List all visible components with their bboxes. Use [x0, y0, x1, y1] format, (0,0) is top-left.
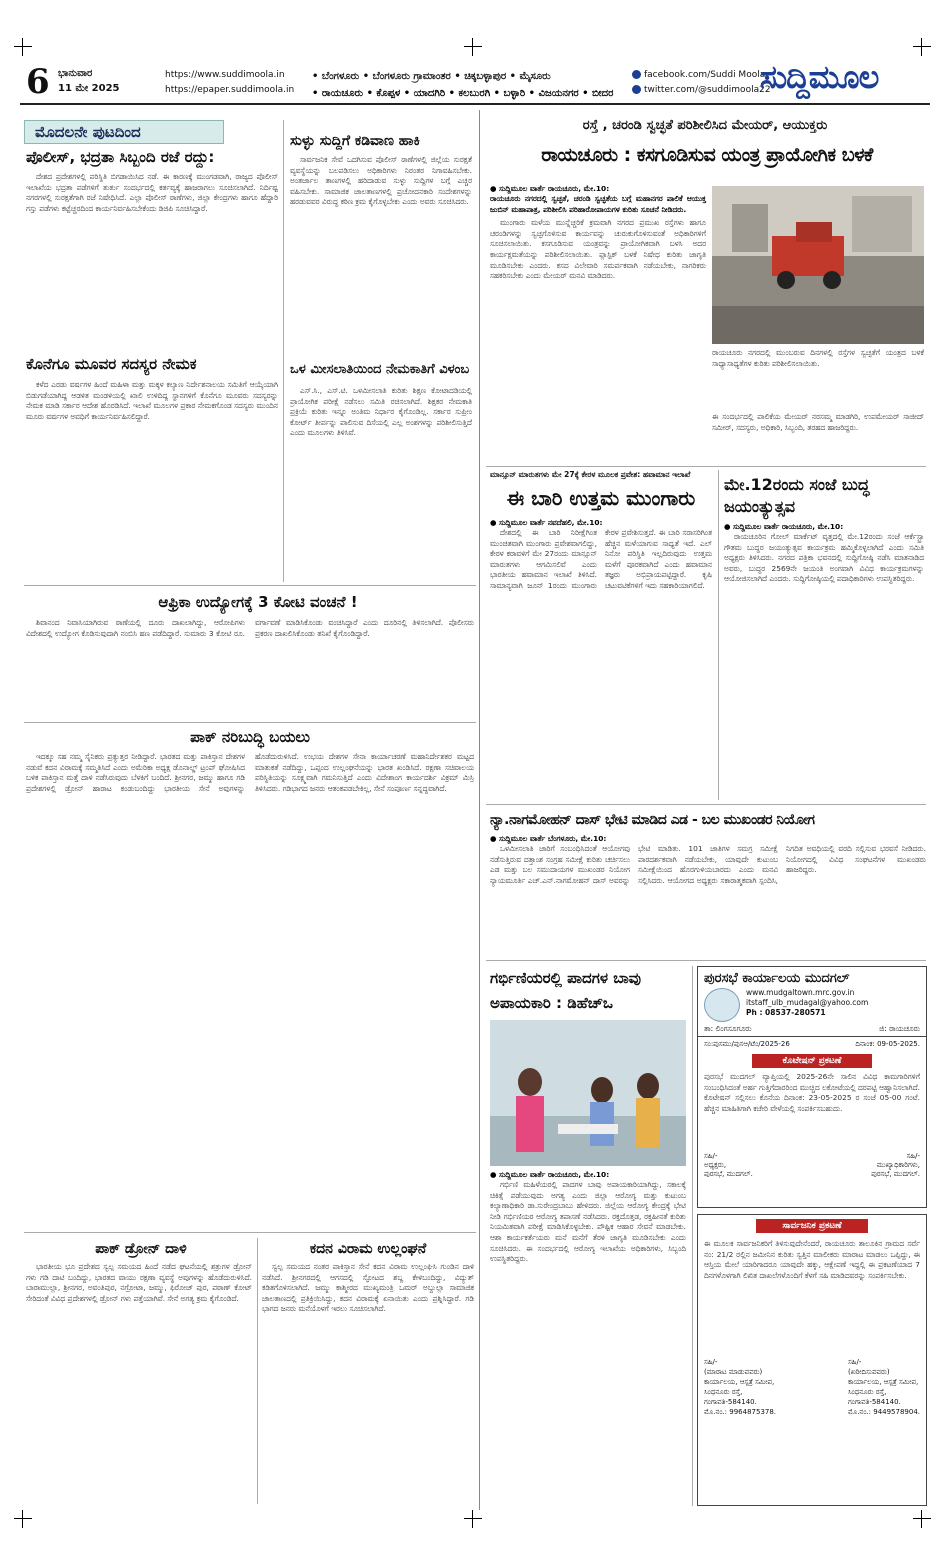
- tender-signature-left: ಸಹಿ/- ಅಧ್ಯಕ್ಷರು, ಪುರಸಭೆ, ಮುದಗಲ್.: [704, 1152, 753, 1178]
- article-pak-drone: ಭಾರತೀಯ ಭೂ ಪ್ರದೇಶದ ಸ್ವಲ್ಪ ಸಮಯದ ಹಿಂದೆ ನಡೆದ ಘಟನೆಯಲ್ಲಿ ಶತ್ರುಗಳ ಡ್ರೋನ್ ಗಳು ಗಡಿ ದಾಟಿ ಬಂದಿದ್ದು, ಭಾರತದ ವಾಯು ರಕ್ಷಣಾ ವ್ಯವಸ್ಥೆ ಅವುಗಳನ್ನು ಹೊಡೆದುರುಳಿಸಿದೆ. ಬಾರಾಮುಲ್ಲಾ, ಶ್ರೀನಗರ, ಅವಂತಿಪುರ, ನಗ್ರೋಟಾ, ಜಮ್ಮು, ಫಿರೋಜ್ ಪುರ, ಪಠಾಣ್ ಕೋಟ್ ಸೇರಿದಂತೆ ವಿವಿಧ ಪ್ರದೇಶಗಳಲ್ಲಿ ಡ್ರೋನ್ ಗಳು ಪತ್ತೆಯಾಗಿವೆ. ಸೇನೆ ಅಗತ್ಯ ಕ್ರಮ ಕೈಗೊಂಡಿದೆ.: [26, 1262, 252, 1303]
- article-body: ರಾಯಚೂರಿನ ಗೋಲ್ ಮಾರ್ಕೆಟ್ ವೃತ್ತದಲ್ಲಿ ಮೇ.12ರಂದು ಸಂಜೆ ಆರ್ಕೆಸ್ಟ್ರಾ ಗೌತಮ ಬುದ್ಧರ ಜಯಂತ್ಯುತ್ಸವ ಕಾರ್ಯಕ್ರಮ ಹಮ್ಮಿಕೊಳ್ಳಲಾಗಿದೆ ಎಂದು ಸಮಿತಿ ಅಧ್ಯಕ್ಷರು ತಿಳಿಸಿದರು. ನಗರದ ಪತ್ರಿಕಾ ಭವನದಲ್ಲಿ ಸುದ್ದಿಗೋಷ್ಠಿ ನಡೆಸಿ ಮಾತನಾಡಿದ ಅವರು, ಬುದ್ಧರ 2569ನೇ ಜಯಂತಿ ಅಂಗವಾಗಿ ವಿವಿಧ ಕಾರ್ಯಕ್ರಮಗಳನ್ನು ಆಯೋಜಿಸಲಾಗಿದೆ ಎಂದರು. ಸುದ್ದಿಗೋಷ್ಠಿಯಲ್ಲಿ ಪದಾಧಿಕಾರಿಗಳು ಉಪಸ್ಥಿತರಿದ್ದರು.: [724, 532, 924, 584]
- article-konegu: ಕಳೆದ ಎರಡು ವರ್ಷಗಳ ಹಿಂದೆ ಮಹಿಳಾ ಮತ್ತು ಮಕ್ಕಳ ಕಲ್ಯಾಣ ನಿರ್ದೇಶನಾಲಯ ಸಮಿತಿಗೆ ಆಯ್ಕೆಯಾಗಿ ಬಿಡುಗಡೆಯಾಗಿದ್ದ ಆಡಳಿತ ಮಂಡಳಿಯಲ್ಲಿ ಖಾಲಿ ಉಳಿದಿದ್ದ ಸ್ಥಾನಗಳಿಗೆ ಕೊನೆಗೂ ಮೂವರು ಸದಸ್ಯರನ್ನು ನೇಮಕ ಮಾಡಿ ಸರ್ಕಾರ ಆದೇಶ ಹೊರಡಿಸಿದೆ. ಇಲಾಖೆ ಮೂಲಗಳ ಪ್ರಕಾರ ನೇಮಕಗೊಂಡ ಸದಸ್ಯರು ಮುಂದಿನ ಮೂರು ವರ್ಷಗಳ ಅವಧಿಗೆ ಕಾರ್ಯನಿರ್ವಹಿಸಲಿದ್ದಾರೆ.: [26, 380, 278, 421]
- headline-kadana: ಕದನ ವಿರಾಮ ಉಲ್ಲಂಘನೆ: [309, 1241, 427, 1257]
- public-notice: [697, 1214, 927, 1506]
- headline-mungaru: ಈ ಬಾರಿ ಉತ್ತಮ ಮುಂಗಾರು: [506, 486, 696, 510]
- section-divider: [24, 1232, 476, 1233]
- crop-mark: [913, 38, 931, 56]
- headline-pak-bayalu: ಪಾಕ್ ನರಿಬುದ್ಧಿ ಬಯಲು: [190, 728, 310, 746]
- headline-vilamba: ಒಳ ಮೀಸಲಾತಿಯಿಂದ ನೇಮಕಾತಿಗೆ ವಿಳಂಬ: [290, 362, 470, 377]
- article-body: ಮುಂಗಾರು ಮಳೆಯ ಮುನ್ನೆಚ್ಚರಿಕೆ ಕ್ರಮವಾಗಿ ನಗರದ ಪ್ರಮುಖ ರಸ್ತೆಗಳು ಹಾಗೂ ಚರಂಡಿಗಳನ್ನು ಸ್ವಚ್ಛಗೊಳಿಸುವ ಕಾರ್ಯವನ್ನು ಚುರುಕುಗೊಳಿಸುವಂತೆ ಅಧಿಕಾರಿಗಳಿಗೆ ಸೂಚಿಸಲಾಯಿತು. ಕಸಗೂಡಿಸುವ ಯಂತ್ರವನ್ನು ಪ್ರಾಯೋಗಿಕವಾಗಿ ಬಳಸಿ ಅದರ ಕಾರ್ಯಕ್ಷಮತೆಯನ್ನು ಪರಿಶೀಲಿಸಲಾಯಿತು. ಪ್ಲಾಸ್ಟಿಕ್ ಬಳಕೆ ನಿಷೇಧ ಕುರಿತು ಜಾಗೃತಿ ಮೂಡಿಸಬೇಕು ಎಂದರು. ಕಸದ ವಿಲೇವಾರಿ ಸಮರ್ಪಕವಾಗಿ ನಡೆಯಬೇಕು, ನಾಗರಿಕರು ಸಹಕರಿಸಬೇಕು ಎಂದು ಮೇಯರ್ ಮನವಿ ಮಾಡಿದರು.: [490, 218, 706, 281]
- emblem-icon: [704, 988, 740, 1022]
- column-divider: [692, 966, 693, 1506]
- tender-district: ಜಿ: ರಾಯಚೂರು: [879, 1024, 920, 1033]
- article-kadana: ಸ್ವಲ್ಪ ಸಮಯದ ನಂತರ ಪಾಕಿಸ್ತಾನ ಸೇನೆ ಕದನ ವಿರಾಮ ಉಲ್ಲಂಘಿಸಿ ಗುಂಡಿನ ದಾಳಿ ನಡೆಸಿದೆ. ಶ್ರೀನಗರದಲ್ಲಿ ಆಗಸದಲ್ಲಿ ಸ್ಫೋಟದ ಶಬ್ದ ಕೇಳಿಬಂದಿದ್ದು, ವಿದ್ಯುತ್ ಕಡಿತಗೊಳಿಸಲಾಗಿದೆ. ಜಮ್ಮು ಕಾಶ್ಮೀರದ ಮುಖ್ಯಮಂತ್ರಿ ಒಮರ್ ಅಬ್ದುಲ್ಲಾ ಸಾಮಾಜಿಕ ಜಾಲತಾಣದಲ್ಲಿ ಪ್ರತಿಕ್ರಿಯಿಸಿದ್ದು, ಕದನ ವಿರಾಮಕ್ಕೆ ಏನಾಯಿತು ಎಂದು ಪ್ರಶ್ನಿಸಿದ್ದಾರೆ. ಗಡಿ ಭಾಗದ ಜನರು ಮನೆಯೊಳಗೆ ಇರಲು ಸೂಚಿಸಲಾಗಿದೆ.: [262, 1262, 474, 1314]
- public-notice-signatures: [698, 1353, 926, 1421]
- crop-mark: [14, 1510, 32, 1528]
- facebook-link[interactable]: facebook.com/Suddi Moola: [644, 70, 766, 80]
- page-number: 6: [26, 62, 50, 102]
- sections-list: [312, 68, 613, 102]
- byline: ● ಸುದ್ದಿಮೂಲ ವಾರ್ತೆ ರಾಯಚೂರು, ಮೇ.10:: [490, 1170, 610, 1179]
- facebook-icon: [632, 70, 641, 79]
- public-notice-signature-right: ಸಹಿ/- (ಖರೀದಿಸುವವರು) ಕಾರ್ಯಾಲಯ, ಆಸ್ಪತ್ರೆ ಸಮೀಪ, ಸಿಂಧನೂರು ರಸ್ತೆ, ಗಂಗಾವತಿ-584140. ಮೊ.ನಂ.: 9449578904.: [847, 1358, 920, 1416]
- tender-body: ಪುರಸಭೆ ಮುದಗಲ್ ವ್ಯಾಪ್ತಿಯಲ್ಲಿ 2025-26ನೇ ಸಾಲಿನ ವಿವಿಧ ಕಾಮಗಾರಿಗಳಿಗೆ ಸಂಬಂಧಿಸಿದಂತೆ ಅರ್ಹ ಗುತ್ತಿಗೆದಾರರಿಂದ ಮುಚ್ಚಿದ ಲಕೋಟೆಯಲ್ಲಿ ದರಪಟ್ಟಿ ಆಹ್ವಾನಿಸಲಾಗಿದೆ. ಕೊಟೇಷನ್ ಸಲ್ಲಿಸಲು ಕೊನೆಯ ದಿನಾಂಕ: 23-05-2025 ರ ಸಂಜೆ 05-00 ಗಂಟೆ. ಹೆಚ್ಚಿನ ಮಾಹಿತಿಗಾಗಿ ಕಚೇರಿ ವೇಳೆಯಲ್ಲಿ ಸಂಪರ್ಕಿಸಬಹುದು.: [704, 1072, 920, 1113]
- tender-location: [698, 1022, 926, 1037]
- headline-budda: ಮೇ.12ರಂದು ಸಂಜೆ ಬುದ್ಧ ಜಯಂತ್ಯುತ್ಸವ: [724, 475, 870, 516]
- headline-konegu: ಕೊನೆಗೂ ಮೂವರ ಸದಸ್ಯರ ನೇಮಕ: [26, 355, 197, 373]
- tender-title: ಕೊಟೇಷನ್ ಪ್ರಕಟಣೆ: [752, 1054, 872, 1068]
- tender-ref-no: ಸಂ:ಪುಸಮು/ಪುಸಆ/ಟೆಂ/2025-26: [704, 1040, 790, 1048]
- kicker-mungaru: ಮಾನ್ಸೂನ್ ಮಾರುತಗಳು ಮೇ 27ಕ್ಕೆ ಕೇರಳ ಮೂಲಕ ಪ್ರವೇಶ: ಹವಾಮಾನ ಇಲಾಖೆ: [490, 470, 691, 479]
- article-vilamba: ಎಸ್.ಸಿ., ಎಸ್.ಟಿ. ಒಳಮೀಸಲಾತಿ ಕುರಿತು ಶಿಕ್ಷಣ ಕೋಟಾದಡಿಯಲ್ಲಿ ಪ್ರಾಯೋಗಿಕ ಪರೀಕ್ಷೆ ನಡೆಸಲು ಸಮಿತಿ ರಚಿಸಲಾಗಿದೆ. ಶಿಕ್ಷಕರ ನೇಮಕಾತಿ ಪ್ರಕ್ರಿಯೆ ಕುರಿತು ಇನ್ನೂ ಅಂತಿಮ ನಿರ್ಧಾರ ಕೈಗೊಂಡಿಲ್ಲ. ಸರ್ಕಾರ ಸುಪ್ರೀಂ ಕೋರ್ಟ್ ತೀರ್ಪನ್ನು ಪಾಲಿಸುವ ದಿಸೆಯಲ್ಲಿ ಎಲ್ಲ ಅಂಶಗಳನ್ನು ಪರಿಶೀಲಿಸುತ್ತಿದೆ ಎಂದು ಮೂಲಗಳು ತಿಳಿಸಿವೆ.: [290, 386, 472, 438]
- tender-taluk: ತಾ: ಲಿಂಗಸೂಗೂರು: [704, 1024, 752, 1033]
- health-photo-illustration: [490, 1020, 686, 1166]
- public-notice-body: ಈ ಮೂಲಕ ಸಾರ್ವಜನಿಕರಿಗೆ ತಿಳಿಸುವುದೇನೆಂದರೆ, ರಾಯಚೂರು ತಾಲೂಕಿನ ಗ್ರಾಮದ ಸರ್ವೆ ನಂ: 21/2 ರಲ್ಲಿನ ಜಮೀನಿನ ಕುರಿತು ಸ್ವತ್ತಿನ ಮಾಲೀಕರು ಮಾರಾಟ ಮಾಡಲು ಒಪ್ಪಿದ್ದು, ಈ ಆಸ್ತಿಯ ಮೇಲೆ ಯಾರಿಗಾದರೂ ಯಾವುದೇ ಹಕ್ಕು, ಆಕ್ಷೇಪಣೆ ಇದ್ದಲ್ಲಿ ಈ ಪ್ರಕಟಣೆಯಾದ 7 ದಿನಗಳೊಳಗಾಗಿ ಲಿಖಿತ ದಾಖಲೆಗಳೊಂದಿಗೆ ಕೆಳಗೆ ಸಹಿ ಮಾಡಿದವರನ್ನು ಸಂಪರ್ಕಿಸಬೇಕು.: [704, 1239, 920, 1280]
- sweeper-machine-photo: [712, 186, 924, 344]
- website-link[interactable]: https://www.suddimoola.in: [165, 70, 285, 80]
- article-nagamohan: [490, 834, 926, 960]
- article-africa: ಶಿವಾನಂದ ನಿವಾಸಿಯಾಗಿರುವ ಠಾಣೆಯಲ್ಲಿ ದೂರು ದಾಖಲಾಗಿದ್ದು, ಆರೋಪಿಗಳು ವಿದೇಶದಲ್ಲಿ ಉದ್ಯೋಗ ಕೊಡಿಸುವುದಾಗಿ ನಂಬಿಸಿ ಹಣ ಪಡೆದಿದ್ದಾರೆ. ಸುಮಾರು 3 ಕೋಟಿ ರೂ. ವರ್ಗಾವಣೆ ಮಾಡಿಸಿಕೊಂಡು ವಂಚಿಸಿದ್ದಾರೆ ಎಂದು ದೂರಿನಲ್ಲಿ ತಿಳಿಸಲಾಗಿದೆ. ಪೊಲೀಸರು ಪ್ರಕರಣ ದಾಖಲಿಸಿಕೊಂಡು ತನಿಖೆ ಕೈಗೊಂಡಿದ್ದಾರೆ.: [26, 618, 474, 638]
- newspaper-logo: ಸುದ್ದಿಮೂಲ: [760, 58, 879, 96]
- headline-nagamohan: ನ್ಯಾ.ನಾಗಮೋಹನ್ ದಾಸ್ ಭೇಟಿ ಮಾಡಿದ ಎಡ - ಬಲ ಮುಖಂಡರ ನಿಯೋಗ: [490, 812, 815, 828]
- headline-police: ಪೊಲೀಸ್, ಭದ್ರತಾ ಸಿಬ್ಬಂದಿ ರಜೆ ರದ್ದು:: [26, 148, 215, 166]
- tender-notice: [697, 966, 927, 1208]
- tender-signature-right: ಸಹಿ/- ಮುಖ್ಯಾಧಿಕಾರಿಗಳು, ಪುರಸಭೆ, ಮುದಗಲ್.: [871, 1152, 920, 1178]
- epaper-link[interactable]: https://epaper.suddimoola.in: [165, 85, 295, 95]
- column-divider: [257, 1238, 258, 1504]
- article-sullu: ಸಾರ್ವಜನಿಕ ಸೇವೆ ಒದಗಿಸುವ ಪೊಲೀಸ್ ಠಾಣೆಗಳಲ್ಲಿ ಜಿಲ್ಲೆಯ ಸುರಕ್ಷತೆ ವ್ಯವಸ್ಥೆಯನ್ನು ಬಲಪಡಿಸಲು ಅಧಿಕಾರಿಗಳು ನಿರಂತರ ನಿಗಾವಹಿಸಬೇಕು. ಅಂತರ್ಜಾಲ ತಾಣಗಳಲ್ಲಿ ಹರಿದಾಡುವ ಸುಳ್ಳು ಸುದ್ದಿಗಳ ಬಗ್ಗೆ ಎಚ್ಚರ ವಹಿಸಬೇಕು. ಸಾಮಾಜಿಕ ಜಾಲತಾಣಗಳಲ್ಲಿ ಪ್ರಚೋದನಕಾರಿ ಸಂದೇಶಗಳನ್ನು ಹರಡುವವರ ವಿರುದ್ಧ ಕಠಿಣ ಕ್ರಮ ಕೈಗೊಳ್ಳಬೇಕು ಎಂದು ಅವರು ಸೂಚಿಸಿದರು.: [290, 155, 472, 207]
- front-page-strip: ಮೊದಲನೇ ಪುಟದಿಂದ: [24, 120, 224, 144]
- article-garbhini: [490, 1170, 686, 1502]
- tender-email[interactable]: itstaff_ulb_mudagal@yahoo.com: [746, 998, 869, 1007]
- crop-mark: [464, 1510, 482, 1528]
- headline-pak-drone: ಪಾಕ್ ಡ್ರೋನ್ ದಾಳಿ: [95, 1241, 187, 1257]
- sections-row: • ಬೆಂಗಳೂರು • ಬೆಂಗಳೂರು ಗ್ರಾಮಾಂತರ • ಚಿಕ್ಕಬಳ್ಳಾಪುರ • ಮೈಸೂರು: [312, 71, 551, 82]
- article-body-2: ಈ ಸಂದರ್ಭದಲ್ಲಿ ಪಾಲಿಕೆಯ ಮೇಯರ್ ನರಸಮ್ಮ ಮಾಡಗಿರಿ, ಉಪಮೇಯರ್ ಸಾಜೀದ್ ಸಮೀರ್, ಸದಸ್ಯರು, ಅಧಿಕಾರಿ, ಸಿಬ್ಬಂದಿ, ತರಹದ ಹಾಜರಿದ್ದರು.: [712, 412, 924, 432]
- column-divider: [718, 470, 719, 800]
- photo-caption: ರಾಯಚೂರು ನಗರದಲ್ಲಿ ಮುಂಬರುವ ದಿನಗಳಲ್ಲಿ ರಸ್ತೆಗಳ ಸ್ವಚ್ಛತೆಗೆ ಯಂತ್ರದ ಬಳಕೆ ಸಾಧ್ಯಾಸಾಧ್ಯತೆಗಳ ಕುರಿತು ಪರಿಶೀಲಿಸಲಾಯಿತು.: [712, 348, 924, 368]
- tender-date: ದಿನಾಂಕ: 09-05-2025.: [855, 1040, 920, 1048]
- section-divider: [486, 466, 926, 467]
- crop-mark: [913, 1510, 931, 1528]
- article-pak-bayalu: ಇದಕ್ಕೂ ಸಹ ನಮ್ಮ ಸೈನಿಕರು ಪ್ರತ್ಯುತ್ತರ ನೀಡಿದ್ದಾರೆ. ಭಾರತದ ಮತ್ತು ಪಾಕಿಸ್ತಾನ ದೇಶಗಳ ನಡುವೆ ಕದನ ವಿರಾಮಕ್ಕೆ ಸಮ್ಮತಿಸಿದೆ ಎಂದು ಅಮೆರಿಕಾ ಅಧ್ಯಕ್ಷ ಡೊನಾಲ್ಡ್ ಟ್ರಂಪ್ ಘೋಷಿಸಿದ ಬಳಿಕ ಪಾಕಿಸ್ತಾನ ಮತ್ತೆ ದಾಳಿ ನಡೆಸಿರುವುದು ಬೆಳಕಿಗೆ ಬಂದಿದೆ. ಶ್ರೀನಗರ, ಜಮ್ಮು ಹಾಗೂ ಗಡಿ ಪ್ರದೇಶಗಳಲ್ಲಿ ಡ್ರೋನ್ ಹಾರಾಟ ಕಂಡುಬಂದಿದ್ದು ಭಾರತೀಯ ಸೇನೆ ಅವುಗಳನ್ನು ಹೊಡೆದುರುಳಿಸಿದೆ. ಉಭಯ ದೇಶಗಳ ಸೇನಾ ಕಾರ್ಯಾಚರಣೆ ಮಹಾನಿರ್ದೇಶಕರ ಮಟ್ಟದ ಮಾತುಕತೆ ನಡೆದಿದ್ದು, ಒಪ್ಪಂದ ಉಲ್ಲಂಘನೆಯನ್ನು ಭಾರತ ಖಂಡಿಸಿದೆ. ರಕ್ಷಣಾ ಸಚಿವಾಲಯ ಪರಿಸ್ಥಿತಿಯನ್ನು ಸೂಕ್ಷ್ಮವಾಗಿ ಗಮನಿಸುತ್ತಿದೆ ಎಂದು ವಿದೇಶಾಂಗ ಕಾರ್ಯದರ್ಶಿ ವಿಕ್ರಮ್ ಮಿಸ್ರಿ ತಿಳಿಸಿದರು. ಗಡಿಭಾಗದ ಜನರು ಆತಂಕಪಡಬೇಕಿಲ್ಲ, ಸೇನೆ ಸಂಪೂರ್ಣ ಸನ್ನದ್ಧವಾಗಿದೆ.: [26, 752, 474, 793]
- kicker-raichur: ರಸ್ತೆ , ಚರಂಡಿ ಸ್ವಚ್ಛತೆ ಪರಿಶೀಲಿಸಿದ ಮೇಯರ್, ಆಯುಕ್ತರು: [582, 118, 828, 133]
- section-divider: [24, 585, 476, 586]
- tender-contact: [698, 988, 926, 1022]
- section-divider: [24, 722, 476, 723]
- article-body: ದೇಶದಲ್ಲಿ ಈ ಬಾರಿ ನಿರೀಕ್ಷೆಗಿಂತ ಮುಂಚಿತವಾಗಿ ಮುಂಗಾರು ಪ್ರವೇಶವಾಗಲಿದ್ದು, ಕೇರಳ ಕರಾವಳಿಗೆ ಮೇ 27ರಂದು ಮಾನ್ಸೂನ್ ಮಾರುತಗಳು ಆಗಮಿಸಲಿವೆ ಎಂದು ಭಾರತೀಯ ಹವಾಮಾನ ಇಲಾಖೆ ತಿಳಿಸಿದೆ. ಸಾಮಾನ್ಯವಾಗಿ ಜೂನ್ 1ರಂದು ಮುಂಗಾರು ಕೇರಳ ಪ್ರವೇಶಿಸುತ್ತದೆ. ಈ ಬಾರಿ ಸರಾಸರಿಗಿಂತ ಹೆಚ್ಚಿನ ಮಳೆಯಾಗುವ ಸಾಧ್ಯತೆ ಇದೆ. ಎಲ್ ನಿನೋ ಪರಿಸ್ಥಿತಿ ಇಲ್ಲದಿರುವುದು ಉತ್ತಮ ಮಳೆಗೆ ಪೂರಕವಾಗಿದೆ ಎಂದು ಹವಾಮಾನ ತಜ್ಞರು ಅಭಿಪ್ರಾಯಪಟ್ಟಿದ್ದಾರೆ. ಕೃಷಿ ಚಟುವಟಿಕೆಗಳಿಗೆ ಇದು ಸಹಕಾರಿಯಾಗಲಿದೆ.: [490, 528, 712, 590]
- byline: ● ಸುದ್ದಿಮೂಲ ವಾರ್ತೆ ರಾಯಚೂರು, ಮೇ.10:: [490, 184, 610, 193]
- twitter-icon: [632, 85, 641, 94]
- social-links: [632, 68, 771, 98]
- public-notice-signature-left: ಸಹಿ/- (ಮಾರಾಟ ಮಾಡುವವರು) ಕಾರ್ಯಾಲಯ, ಆಸ್ಪತ್ರೆ ಸಮೀಪ, ಸಿಂಧನೂರು ರಸ್ತೆ, ಗಂಗಾವತಿ-584140. ಮೊ.ನಂ.: 9964875378.: [704, 1358, 777, 1416]
- crop-mark: [14, 38, 32, 56]
- date: 11 ಮೇ 2025: [58, 83, 120, 94]
- urls: [165, 68, 294, 98]
- article-police: ದೇಶದ ಪ್ರದೇಶಗಳಲ್ಲಿ ಪರಿಸ್ಥಿತಿ ಬಿಗಡಾಯಿಸಿದ ನಡೆ. ಈ ಕಾರಣಕ್ಕೆ ಮುಂಗಡವಾಗಿ, ರಾಜ್ಯದ ಪೊಲೀಸ್ ಇಲಾಖೆಯ ಭದ್ರತಾ ಪಡೆಗಳಿಗೆ ತುರ್ತು ಸಂದರ್ಭದಲ್ಲಿ ಕರ್ತವ್ಯಕ್ಕೆ ಹಾಜರಾಗಲು ಸೂಚಿಸಲಾಗಿದೆ. ನಿರ್ದಿಷ್ಟ ನಗರಗಳಲ್ಲಿ ಸುರಕ್ಷತೆಗಾಗಿ ರಜೆ ನಿಷೇಧಿಸಿದೆ. ಎಲ್ಲಾ ಪೊಲೀಸ್ ಠಾಣೆಗಳು, ಜಿಲ್ಲಾ ಕೇಂದ್ರಗಳು ಹಾಗೂ ಹೆದ್ದಾರಿ ಗಸ್ತು ಪಡೆಗಳು ಕಟ್ಟೆಚ್ಚರದಿಂದ ಕಾರ್ಯನಿರ್ವಹಿಸಬೇಕೆಂದು ಡಿಜಿಪಿ ಸೂಚಿಸಿದ್ದಾರೆ.: [26, 172, 278, 213]
- article-mungaru: [490, 518, 712, 786]
- section-divider: [486, 804, 926, 805]
- tender-signatures: [698, 1152, 926, 1179]
- tender-website[interactable]: www.mudgaltown.mrc.gov.in: [746, 988, 855, 997]
- article-budda: [724, 522, 924, 782]
- article-lead: ರಾಯಚೂರು ನಗರದಲ್ಲಿ ಸ್ವಚ್ಛತೆ, ಚರಂಡಿ ಸ್ವಚ್ಛತೆಯ ಬಗ್ಗೆ ಮಹಾನಗರ ಪಾಲಿಕೆ ಆಯುಕ್ತ ಜುಬಿನ್ ಮಹಾಪಾತ್ರ, ಪರಿಶೀಲಿಸಿ ಪರಿಹಾರೋಪಾಯಗಳ ಕುರಿತು ಸೂಚನೆ ನೀಡಿದರು.: [490, 194, 706, 214]
- byline: ● ಸುದ್ದಿಮೂಲ ವಾರ್ತೆ ಬೆಂಗಳೂರು, ಮೇ.10:: [490, 834, 607, 843]
- tender-office: ಪುರಸಭೆ ಕಾರ್ಯಾಲಯ ಮುದಗಲ್: [704, 971, 850, 986]
- tender-phone: Ph : 08537-280571: [746, 1008, 826, 1017]
- article-body: ಗರ್ಭಿಣಿ ಮಹಿಳೆಯರಲ್ಲಿ ಪಾದಗಳ ಬಾವು ಅಪಾಯಕಾರಿಯಾಗಿದ್ದು, ಸಕಾಲಕ್ಕೆ ಚಿಕಿತ್ಸೆ ಪಡೆಯುವುದು ಅಗತ್ಯ ಎಂದು ಜಿಲ್ಲಾ ಆರೋಗ್ಯ ಮತ್ತು ಕುಟುಂಬ ಕಲ್ಯಾಣಾಧಿಕಾರಿ ಡಾ.ಸುರೇಂದ್ರಬಾಬು ಹೇಳಿದರು. ಜಿಲ್ಲೆಯ ಆರೋಗ್ಯ ಕೇಂದ್ರಕ್ಕೆ ಭೇಟಿ ನೀಡಿ ಗರ್ಭಿಣಿಯರ ಆರೋಗ್ಯ ತಪಾಸಣೆ ನಡೆಸಿದರು. ರಕ್ತದೊತ್ತಡ, ರಕ್ತಹೀನತೆ ಕುರಿತು ನಿಯಮಿತವಾಗಿ ಪರೀಕ್ಷೆ ಮಾಡಿಸಿಕೊಳ್ಳಬೇಕು. ಪೌಷ್ಟಿಕ ಆಹಾರ ಸೇವನೆ ಮಾಡಬೇಕು. ಆಶಾ ಕಾರ್ಯಕರ್ತೆಯರು ಮನೆ ಮನೆಗೆ ತೆರಳಿ ಜಾಗೃತಿ ಮೂಡಿಸಬೇಕು ಎಂದು ಸೂಚಿಸಿದರು. ಈ ಸಂದರ್ಭದಲ್ಲಿ ಆರೋಗ್ಯ ಇಲಾಖೆಯ ಅಧಿಕಾರಿಗಳು, ಸಿಬ್ಬಂದಿ ಉಪಸ್ಥಿತರಿದ್ದರು.: [490, 1180, 686, 1264]
- page-divider: [479, 110, 480, 1510]
- section-divider: [486, 960, 926, 961]
- tender-ref: [698, 1037, 926, 1052]
- public-notice-title: ಸಾರ್ವಜನಿಕ ಪ್ರಕಟಣೆ: [756, 1219, 868, 1233]
- health-checkup-photo: [490, 1020, 686, 1166]
- date-block: [58, 66, 120, 96]
- article-raichur: [490, 184, 706, 428]
- masthead-rule: [20, 103, 930, 105]
- byline: ● ಸುದ್ದಿಮೂಲ ವಾರ್ತೆ ನವದೆಹಲಿ, ಮೇ.10:: [490, 518, 603, 527]
- article-body: ಒಳಮೀಸಲಾತಿ ಜಾರಿಗೆ ಸಂಬಂಧಿಸಿದಂತೆ ಆಯೋಗವು ನಡೆಸುತ್ತಿರುವ ದತ್ತಾಂಶ ಸಂಗ್ರಹ ಸಮೀಕ್ಷೆ ಕುರಿತು ಚರ್ಚಿಸಲು ಎಡ ಮತ್ತು ಬಲ ಸಮುದಾಯಗಳ ಮುಖಂಡರ ನಿಯೋಗ ನ್ಯಾಯಮೂರ್ತಿ ಎಚ್.ಎನ್.ನಾಗಮೋಹನ್ ದಾಸ್ ಅವರನ್ನು ಭೇಟಿ ಮಾಡಿತು. 101 ಜಾತಿಗಳ ಸಮಗ್ರ ಸಮೀಕ್ಷೆ ಪಾರದರ್ಶಕವಾಗಿ ನಡೆಯಬೇಕು, ಯಾವುದೇ ಕುಟುಂಬ ಸಮೀಕ್ಷೆಯಿಂದ ಹೊರಗುಳಿಯಬಾರದು ಎಂದು ಮನವಿ ಸಲ್ಲಿಸಿದರು. ಆಯೋಗದ ಅಧ್ಯಕ್ಷರು ಸಕಾರಾತ್ಮಕವಾಗಿ ಸ್ಪಂದಿಸಿ, ನಿಗದಿತ ಅವಧಿಯಲ್ಲಿ ವರದಿ ಸಲ್ಲಿಸುವ ಭರವಸೆ ನೀಡಿದರು. ನಿಯೋಗದಲ್ಲಿ ವಿವಿಧ ಸಂಘಟನೆಗಳ ಮುಖಂಡರು ಹಾಜರಿದ್ದರು.: [490, 844, 926, 885]
- byline: ● ಸುದ್ದಿಮೂಲ ವಾರ್ತೆ ರಾಯಚೂರು, ಮೇ.10:: [724, 522, 844, 531]
- sweeper-photo-illustration: [712, 186, 924, 344]
- column-divider: [283, 120, 284, 582]
- headline-sullu: ಸುಳ್ಳು ಸುದ್ದಿಗೆ ಕಡಿವಾಣ ಹಾಕಿ: [290, 133, 420, 149]
- headline-raichur: ರಾಯಚೂರು : ಕಸಗೂಡಿಸುವ ಯಂತ್ರ ಪ್ರಾಯೋಗಿಕ ಬಳಕೆ: [541, 144, 873, 166]
- day: ಭಾನುವಾರ: [58, 68, 93, 79]
- headline-garbhini: ಗರ್ಭಿಣಿಯರಲ್ಲಿ ಪಾದಗಳ ಬಾವು ಅಪಾಯಕಾರಿ : ಡಿಹೆಚ್ಒ: [490, 969, 641, 1012]
- twitter-link[interactable]: twitter.com/@suddimoola22: [644, 85, 771, 95]
- sections-row: • ರಾಯಚೂರು • ಕೊಪ್ಪಳ • ಯಾದಗಿರಿ • ಕಲಬುರಗಿ • ಬಳ್ಳಾರಿ • ವಿಜಯನಗರ • ಬೀದರ: [312, 88, 614, 99]
- headline-africa: ಆಫ್ರಿಕಾ ಉದ್ಯೋಗಕ್ಕೆ 3 ಕೋಟಿ ವಂಚನೆ !: [158, 593, 358, 611]
- crop-mark: [464, 38, 482, 56]
